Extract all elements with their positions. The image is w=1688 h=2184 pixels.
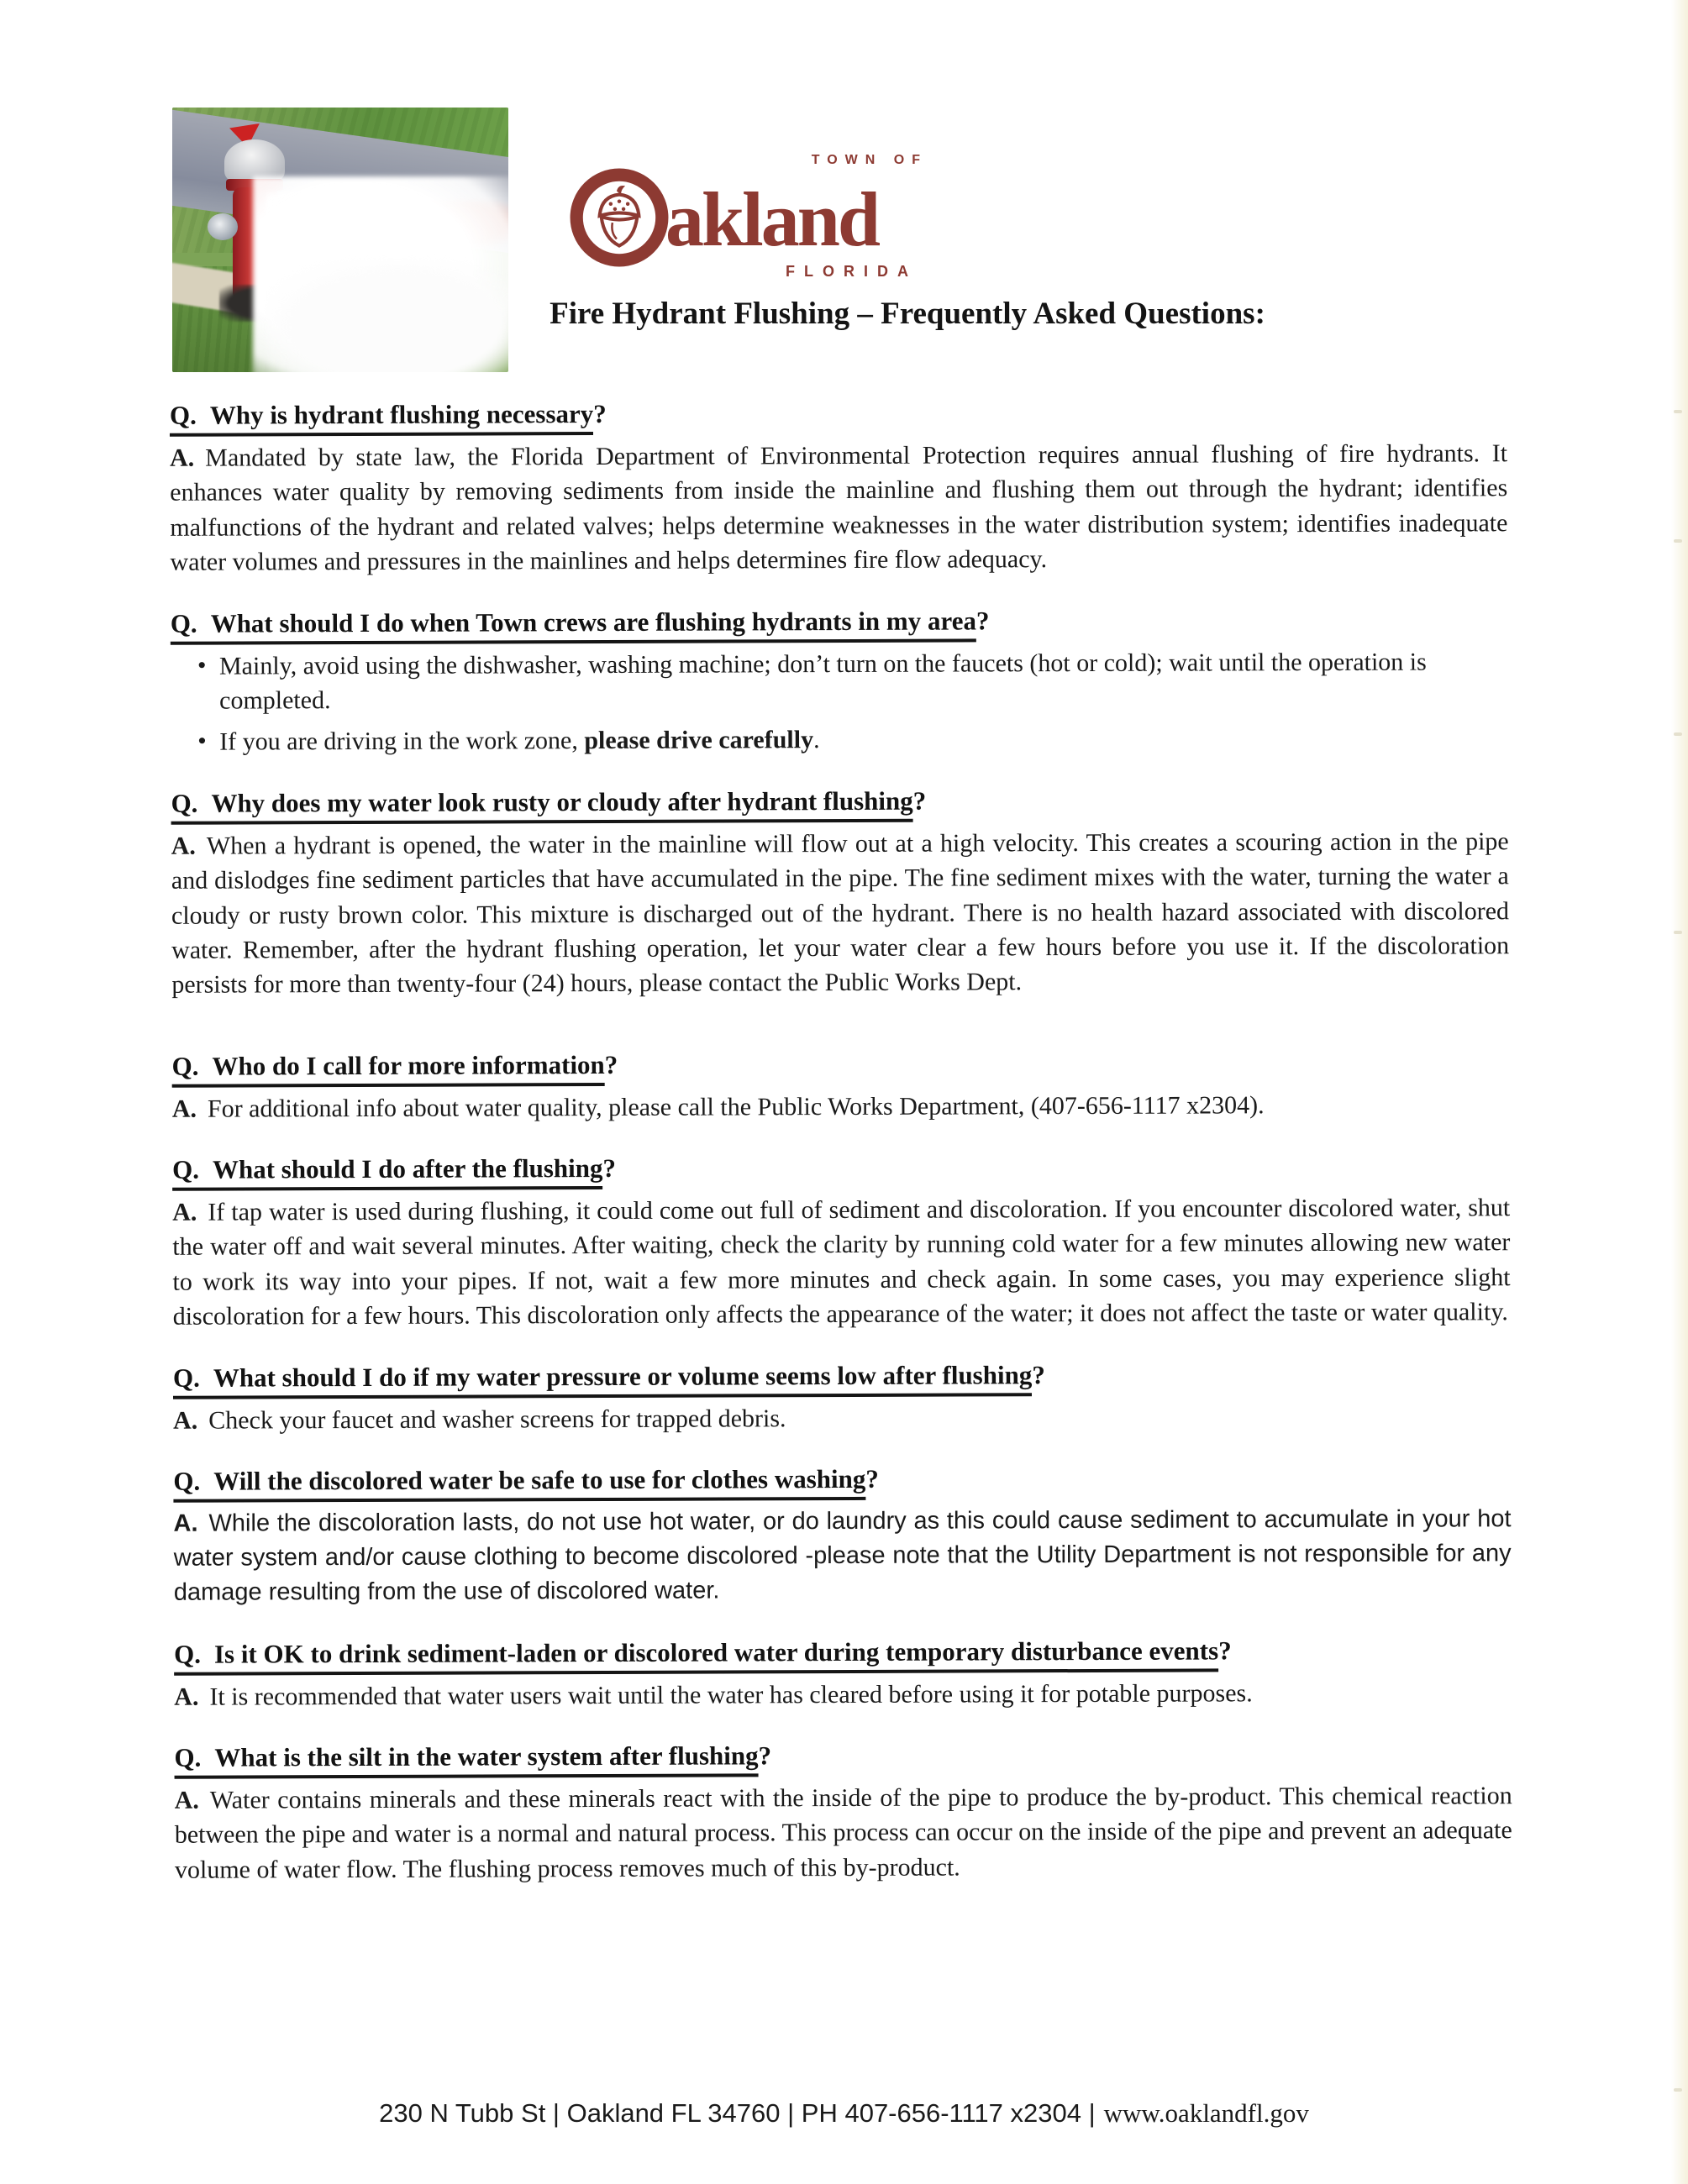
town-of-oakland-logo (568, 151, 929, 279)
acorn-icon (568, 166, 670, 269)
footer-website: www.oaklandfl.gov (1103, 2098, 1309, 2128)
logo-town-of-label: TOWN OF (811, 153, 928, 167)
faq-answer: A. When a hydrant is opened, the water in the mainline will flow out at a high velocity. This creates a scouring action in the pipe and dislodges fine sediment particles that have accumulated in the pipe. The fine sediment mixes with the water, turning the water a cloudy or rusty brown color. This mixture is discharged out of the hydrant. There is no health hazard associated with discolored water. Remember, after the hydrant flushing operation, let your water clear a few hours before you use it. If the discoloration persists for more than twenty-four (24) hours, please contact the Public Works Dept. (171, 827, 1510, 1000)
faq-bullet-list (196, 644, 1508, 760)
faq-bullet: • If you are driving in the work zone, please drive carefully. (196, 721, 1508, 760)
faq-item-drink-discolored-water (174, 1635, 1512, 1714)
faq-question: Q. Who do I call for more information? (172, 1047, 1510, 1082)
faq-answer: A. For additional info about water quality, please call the Public Works Department, (407-656-1117 x2304). (171, 1090, 1265, 1123)
hydrant-side-cap (208, 213, 238, 240)
document-header (0, 0, 1688, 395)
fire-hydrant-flushing-photo (172, 108, 508, 372)
faq-question: Q. What should I do after the flushing? (172, 1150, 1510, 1185)
scan-speck (1674, 410, 1682, 413)
faq-answer: A. Water contains minerals and these minerals react with the inside of the pipe to produce the by-product. This chemical reaction between the pipe and water is a normal and natural process. This process can occur on the inside of the pipe and prevent an adequate volume of water flow. The flushing process removes much of this by-product. (174, 1782, 1512, 1884)
footer (0, 2098, 1688, 2129)
faq-list (170, 396, 1512, 1916)
faq-item-rusty-cloudy-water (171, 784, 1509, 1003)
faq-answer: A. While the discoloration lasts, do not use hot water, or do laundry as this could cause sediment to accumulate in your hot water system and/or cause clothing to become discolored -please note that the Utility Department is not responsible for any damage resulting from the use of discolored water. (173, 1505, 1512, 1607)
faq-answer: A. It is recommended that water users wait until the water has cleared before using it for potable purposes. (174, 1678, 1253, 1711)
faq-question: Q. Why does my water look rusty or cloudy after hydrant flushing? (171, 784, 1508, 819)
scan-speck (1674, 931, 1682, 934)
faq-question: Q. What should I do if my water pressure or volume seems low after flushing? (173, 1358, 1511, 1394)
faq-item-silt-in-system (174, 1738, 1512, 1887)
faq-bullet: • Mainly, avoid using the dishwasher, washing machine; don’t turn on the faucets (hot or cold); wait until the operation is completed. (196, 644, 1508, 718)
faq-item-after-flushing (172, 1150, 1511, 1334)
footer-address-phone: 230 N Tubb St | Oakland FL 34760 | PH 407-656-1117 x2304 | (379, 2098, 1096, 2128)
faq-question: Q. Why is hydrant flushing necessary? (170, 396, 1507, 431)
faq-item-clothes-washing (173, 1462, 1512, 1610)
faq-answer: A. If tap water is used during flushing, it could come out full of sediment and discoloration. If you encounter discolored water, shut the water off and wait several minutes. After waiting, check the clarity by running cold water for a few minutes allowing new water to work its way into your pipes. If not, wait a few more minutes and check again. In some cases, you may experience slight discoloration for a few hours. This discoloration only affects the appearance of the water; it does not affect the taste or water quality. (172, 1194, 1511, 1331)
scan-speck (1674, 2088, 1682, 2092)
faq-answer: A. Mandated by state law, the Florida Department of Environmental Protection requires annual flushing of fire hydrants. It enhances water quality by removing sediments from inside the mainline and flushing them out through the hydrant; identifies malfunctions of the hydrant and related valves; helps determine weaknesses in the water distribution system; identifies inadequate water volumes and pressures in the mainlines and helps determines fire flow adequacy. (170, 439, 1508, 576)
faq-item-who-to-call (172, 1047, 1510, 1126)
faq-item-why-flushing-necessary (170, 396, 1508, 580)
faq-item-low-pressure (173, 1358, 1511, 1438)
scan-speck (1674, 732, 1682, 736)
scan-speck (1674, 539, 1682, 543)
logo-florida-label: FLORIDA (786, 263, 918, 280)
logo-wordmark: akland (665, 176, 879, 262)
faq-question: Q. What should I do when Town crews are flushing hydrants in my area? (171, 604, 1508, 639)
faq-answer: A. Check your faucet and washer screens for trapped debris. (173, 1404, 786, 1435)
faq-item-crews-in-area (171, 604, 1509, 760)
faq-question: Q. What is the silt in the water system after flushing? (174, 1738, 1512, 1773)
page-title: Fire Hydrant Flushing – Frequently Asked Questions: (550, 297, 1265, 331)
faq-question: Q. Is it OK to drink sediment-laden or discolored water during temporary disturbance events? (174, 1635, 1512, 1670)
faq-question: Q. Will the discolored water be safe to use for clothes washing? (173, 1462, 1511, 1497)
